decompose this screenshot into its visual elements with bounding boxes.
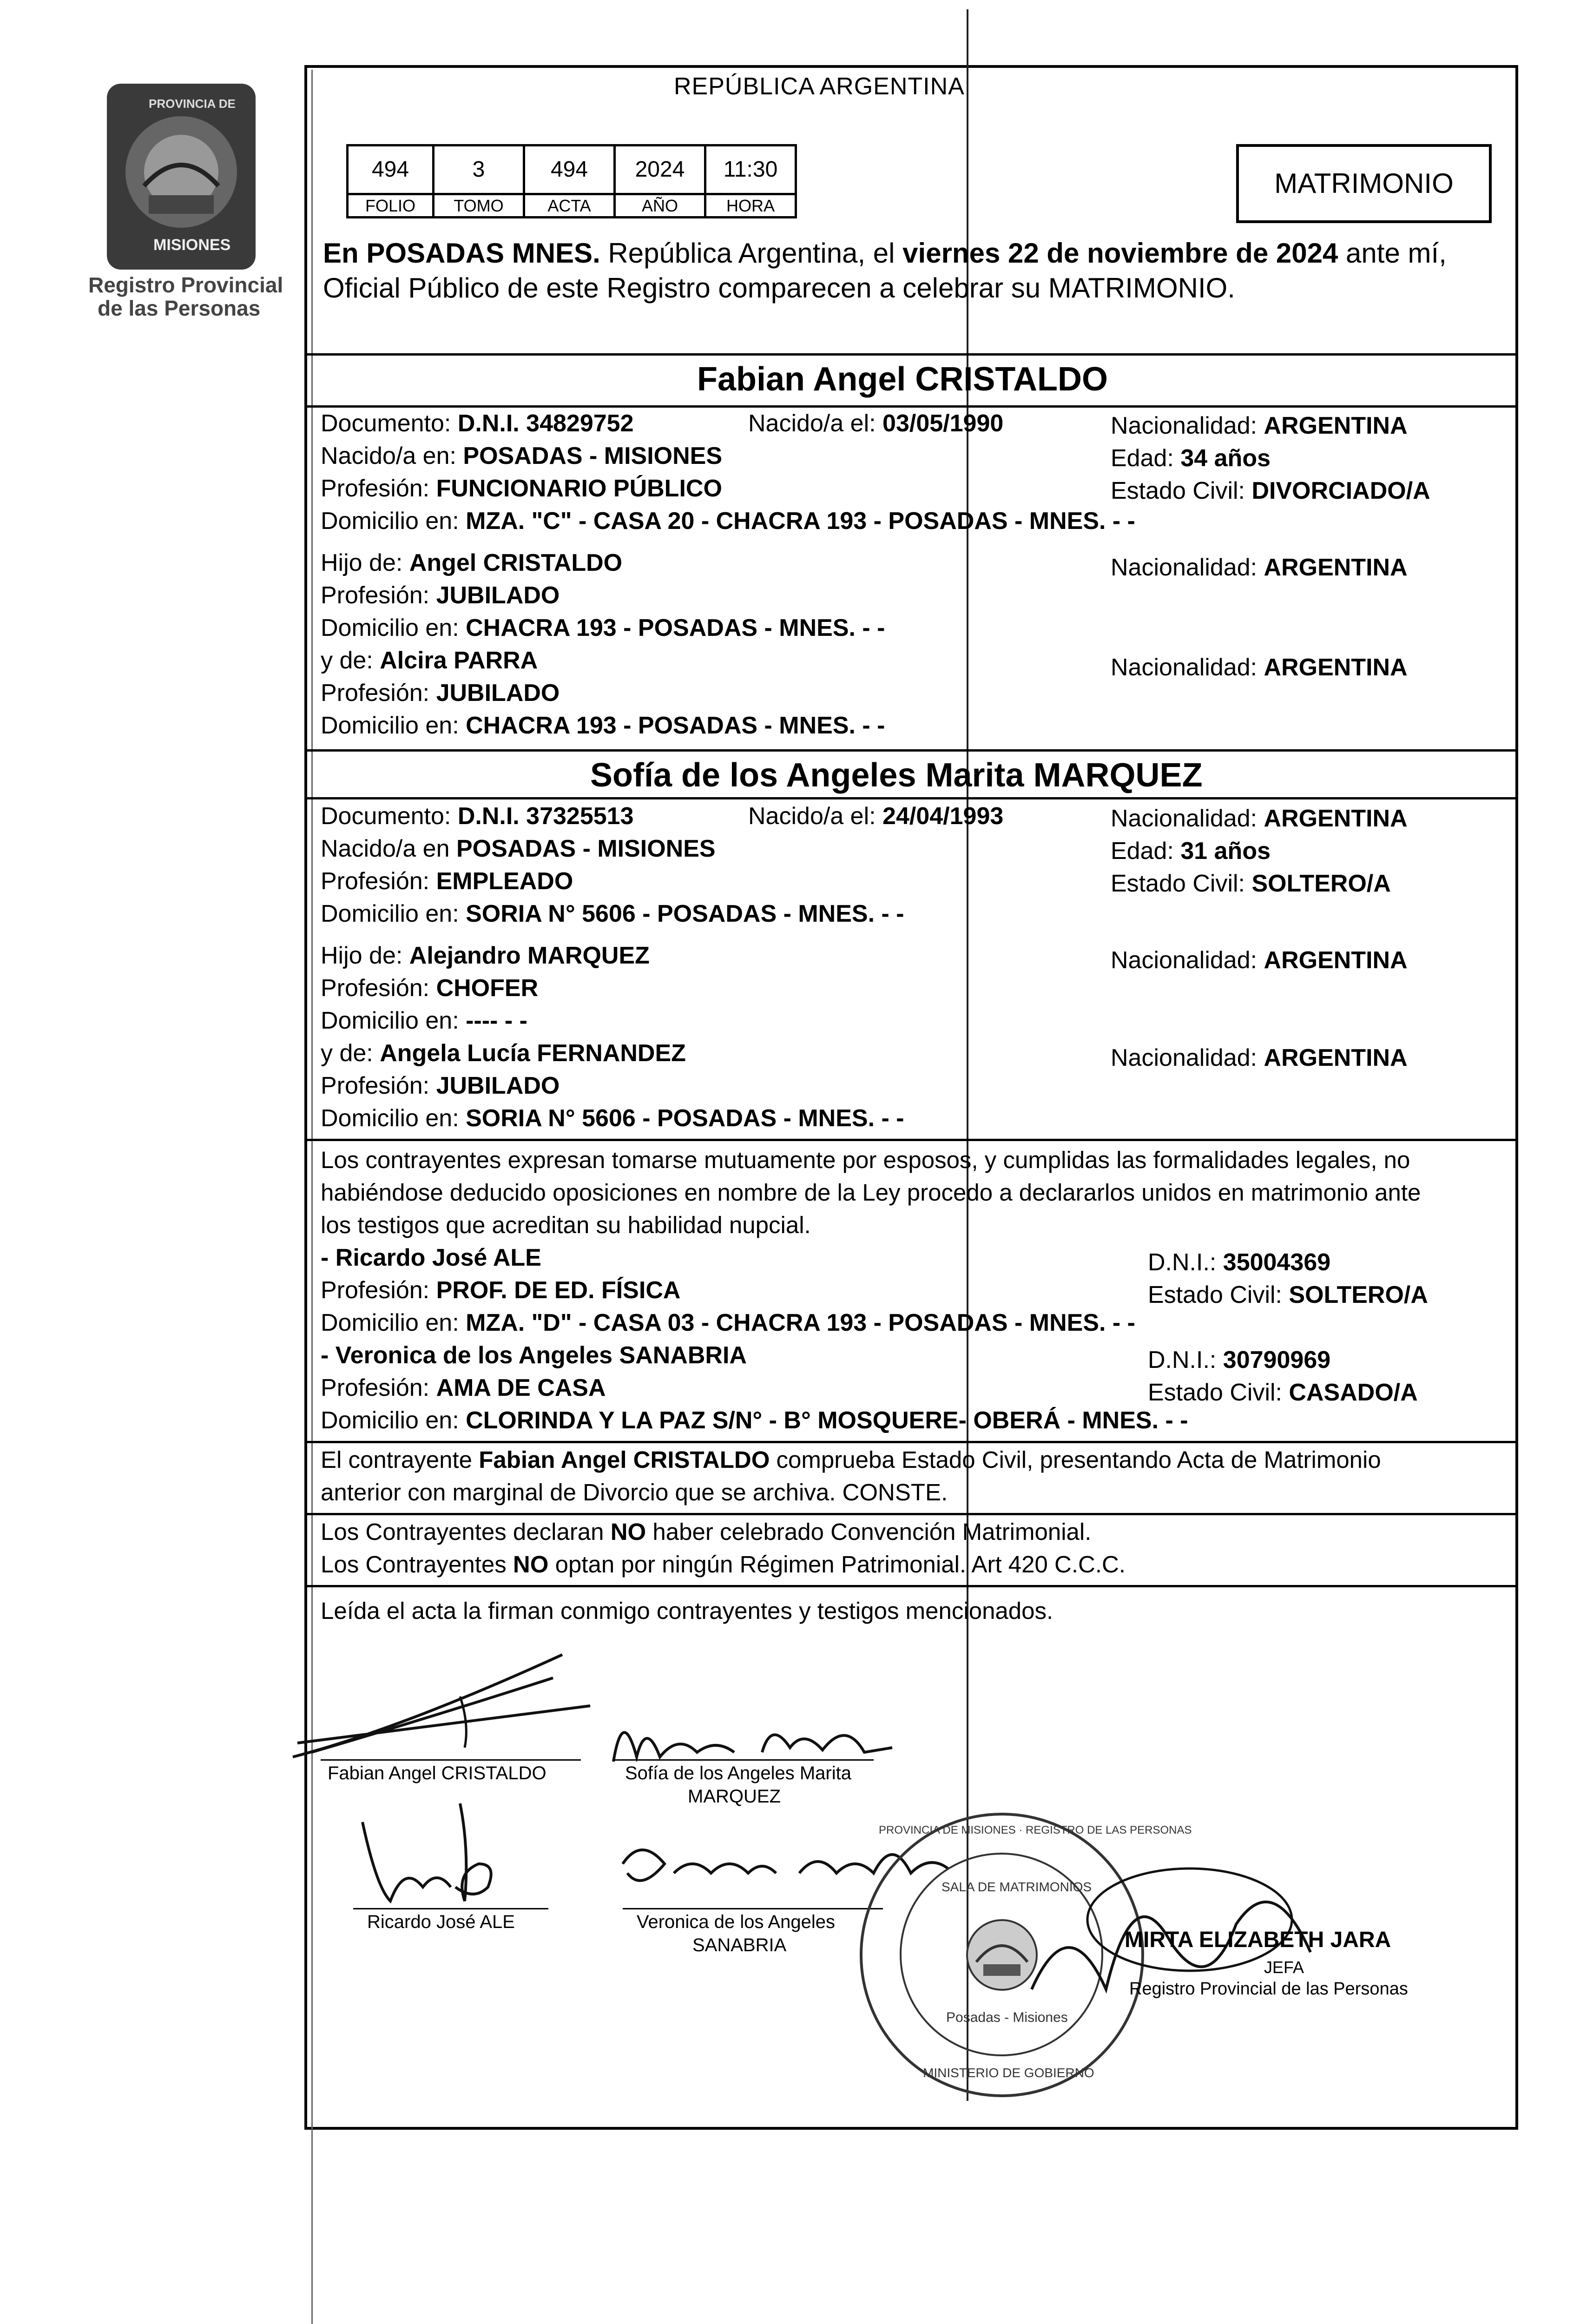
c2-padre-domicilio: Domicilio en: ---- - - bbox=[321, 1007, 527, 1034]
signature-ale bbox=[349, 1794, 516, 1915]
c1-madre-profesion: Profesión: JUBILADO bbox=[321, 680, 560, 706]
testigo-2-estado: Estado Civil: CASADO/A bbox=[1148, 1379, 1418, 1406]
signature-line bbox=[613, 1759, 874, 1761]
declaracion-line-3: los testigos que acreditan su habilidad nupcial. bbox=[321, 1212, 811, 1238]
label-hora: HORA bbox=[704, 193, 797, 218]
regimen-text: Los Contrayentes NO optan por ningún Régimen Patrimonial. Art 420 C.C.C. bbox=[321, 1551, 1126, 1578]
c1-edad: Edad: 34 años bbox=[1111, 445, 1271, 472]
seal-inner-text-1: SALA DE MATRIMONIOS bbox=[941, 1880, 1092, 1894]
c2-nacido-el: Nacido/a el: 24/04/1993 bbox=[748, 803, 1004, 830]
declaracion-line-1: Los contrayentes expresan tomarse mutuamente por esposos, y cumplidas las formalidades legales, no bbox=[321, 1147, 1410, 1173]
nota-divorcio-line-2: anterior con marginal de Divorcio que se archiva. CONSTE. bbox=[321, 1479, 948, 1505]
declaracion-line-2: habiéndose deducido oposiciones en nombre de la Ley procedo a declararlos unidos en matrimonio ante bbox=[321, 1179, 1421, 1206]
official-title: JEFA bbox=[1264, 1958, 1304, 1977]
c1-estado: Estado Civil: DIVORCIADO/A bbox=[1111, 477, 1430, 504]
testigo-2-dni: D.N.I.: 30790969 bbox=[1148, 1347, 1331, 1373]
divider bbox=[304, 1585, 1515, 1587]
divider bbox=[304, 749, 1515, 752]
signature-caption-cristaldo: Fabian Angel CRISTALDO bbox=[328, 1763, 546, 1783]
scan-left-line bbox=[311, 70, 313, 2324]
field-tomo: 3 bbox=[432, 144, 525, 195]
divider bbox=[304, 1139, 1515, 1141]
testigo-1-estado: Estado Civil: SOLTERO/A bbox=[1148, 1281, 1428, 1308]
intro-line-1: En POSADAS MNES. República Argentina, el viernes 22 de noviembre de 2024 ante mí, bbox=[323, 238, 1447, 269]
testigo-1-dni: D.N.I.: 35004369 bbox=[1148, 1249, 1331, 1276]
c2-estado: Estado Civil: SOLTERO/A bbox=[1111, 870, 1391, 897]
c2-madre-profesion: Profesión: JUBILADO bbox=[321, 1072, 560, 1099]
testigo-2-domicilio: Domicilio en: CLORINDA Y LA PAZ S/N° - B° MOSQUERE- OBERÁ - MNES. - - bbox=[321, 1407, 1188, 1434]
c1-padre: Hijo de: Angel CRISTALDO bbox=[321, 549, 623, 576]
label-tomo: TOMO bbox=[432, 193, 525, 218]
convencion-text: Los Contrayentes declaran NO haber celebrado Convención Matrimonial. bbox=[321, 1519, 1092, 1545]
page-title: REPÚBLICA ARGENTINA bbox=[674, 73, 965, 100]
c1-profesion: Profesión: FUNCIONARIO PÚBLICO bbox=[321, 475, 722, 502]
doc-type: MATRIMONIO bbox=[1274, 168, 1454, 199]
signature-caption-sanabria-2: SANABRIA bbox=[692, 1935, 787, 1955]
doc-type-box bbox=[1236, 144, 1492, 223]
divider bbox=[304, 405, 1515, 408]
signature-caption-marquez-1: Sofía de los Angeles Marita bbox=[625, 1763, 851, 1783]
signature-caption-marquez-2: MARQUEZ bbox=[688, 1786, 781, 1807]
testigo-2-name: - Veronica de los Angeles SANABRIA bbox=[321, 1342, 747, 1369]
divider bbox=[304, 353, 1515, 356]
seal-ring-text: PROVINCIA DE MISIONES · REGISTRO DE LAS PERSONAS bbox=[879, 1824, 1192, 1836]
c1-padre-nacionalidad: Nacionalidad: ARGENTINA bbox=[1111, 554, 1408, 581]
c1-domicilio: Domicilio en: MZA. "C" - CASA 20 - CHACRA 193 - POSADAS - MNES. - - bbox=[321, 508, 1136, 535]
c2-nacionalidad: Nacionalidad: ARGENTINA bbox=[1111, 805, 1408, 832]
c2-nacido-en: Nacido/a en POSADAS - MISIONES bbox=[321, 835, 716, 862]
official-name: MIRTA ELIZABETH JARA bbox=[1125, 1928, 1391, 1952]
c1-padre-domicilio: Domicilio en: CHACRA 193 - POSADAS - MNES. - - bbox=[321, 614, 885, 641]
official-org: Registro Provincial de las Personas bbox=[1129, 1979, 1408, 1999]
testigo-2-profesion: Profesión: AMA DE CASA bbox=[321, 1374, 606, 1401]
c1-madre: y de: Alcira PARRA bbox=[321, 647, 538, 674]
field-anio: 2024 bbox=[613, 144, 706, 195]
divider bbox=[304, 1441, 1515, 1443]
label-anio: AÑO bbox=[613, 193, 706, 218]
logo-caption-2: de las Personas bbox=[98, 296, 261, 320]
field-hora: 11:30 bbox=[704, 144, 797, 195]
c1-madre-nacionalidad: Nacionalidad: ARGENTINA bbox=[1111, 654, 1408, 681]
logo-bottom-text: MISIONES bbox=[153, 236, 231, 254]
label-folio: FOLIO bbox=[346, 193, 434, 218]
c2-padre-profesion: Profesión: CHOFER bbox=[321, 975, 539, 1002]
c2-madre-domicilio: Domicilio en: SORIA N° 5606 - POSADAS - MNES. - - bbox=[321, 1105, 904, 1132]
c1-nacionalidad: Nacionalidad: ARGENTINA bbox=[1111, 412, 1408, 439]
c2-padre-nacionalidad: Nacionalidad: ARGENTINA bbox=[1111, 947, 1408, 974]
logo-caption-1: Registro Provincial bbox=[88, 273, 283, 297]
c1-nacido-el: Nacido/a el: 03/05/1990 bbox=[748, 410, 1004, 437]
divider bbox=[304, 1513, 1515, 1515]
c2-madre-nacionalidad: Nacionalidad: ARGENTINA bbox=[1111, 1044, 1408, 1071]
testigo-1-profesion: Profesión: PROF. DE ED. FÍSICA bbox=[321, 1277, 681, 1304]
c1-documento: Documento: D.N.I. 34829752 bbox=[321, 410, 634, 437]
c2-documento: Documento: D.N.I. 37325513 bbox=[321, 803, 634, 830]
signature-line bbox=[623, 1908, 883, 1909]
contrayente-2-name: Sofía de los Angeles Marita MARQUEZ bbox=[590, 757, 1203, 794]
signature-caption-sanabria-1: Veronica de los Angeles bbox=[637, 1912, 835, 1932]
c1-madre-domicilio: Domicilio en: CHACRA 193 - POSADAS - MNES. - - bbox=[321, 712, 885, 739]
divider bbox=[304, 797, 1515, 799]
label-acta: ACTA bbox=[523, 193, 616, 218]
logo-top-text: PROVINCIA DE bbox=[149, 97, 236, 111]
c2-padre: Hijo de: Alejandro MARQUEZ bbox=[321, 942, 650, 969]
signature-line bbox=[353, 1908, 548, 1909]
nota-divorcio-line-1: El contrayente Fabian Angel CRISTALDO comprueba Estado Civil, presentando Acta de Matrimonio bbox=[321, 1446, 1381, 1473]
c1-padre-profesion: Profesión: JUBILADO bbox=[321, 582, 560, 609]
registry-logo bbox=[88, 79, 283, 320]
intro-line-2: Oficial Público de este Registro comparecen a celebrar su MATRIMONIO. bbox=[323, 272, 1235, 304]
field-folio: 494 bbox=[346, 144, 434, 195]
c2-profesion: Profesión: EMPLEADO bbox=[321, 868, 573, 895]
c2-domicilio: Domicilio en: SORIA N° 5606 - POSADAS - MNES. - - bbox=[321, 900, 904, 927]
field-acta: 494 bbox=[523, 144, 616, 195]
testigo-1-domicilio: Domicilio en: MZA. "D" - CASA 03 - CHACRA 193 - POSADAS - MNES. - - bbox=[321, 1309, 1136, 1336]
scan-fold-line bbox=[967, 9, 968, 2101]
signature-cristaldo bbox=[283, 1636, 609, 1776]
testigo-1-name: - Ricardo José ALE bbox=[321, 1244, 541, 1271]
c2-madre: y de: Angela Lucía FERNANDEZ bbox=[321, 1040, 686, 1067]
seal-inner-text-2: Posadas - Misiones bbox=[946, 2010, 1068, 2025]
c1-nacido-en: Nacido/a en: POSADAS - MISIONES bbox=[321, 442, 723, 469]
seal-bottom-text: MINISTERIO DE GOBIERNO bbox=[923, 2066, 1094, 2080]
signature-caption-ale: Ricardo José ALE bbox=[367, 1912, 515, 1932]
signature-line bbox=[321, 1759, 581, 1761]
contrayente-1-name: Fabian Angel CRISTALDO bbox=[697, 361, 1108, 398]
leida-text: Leída el acta la firman conmigo contrayentes y testigos mencionados. bbox=[321, 1598, 1053, 1624]
c2-edad: Edad: 31 años bbox=[1111, 838, 1271, 865]
